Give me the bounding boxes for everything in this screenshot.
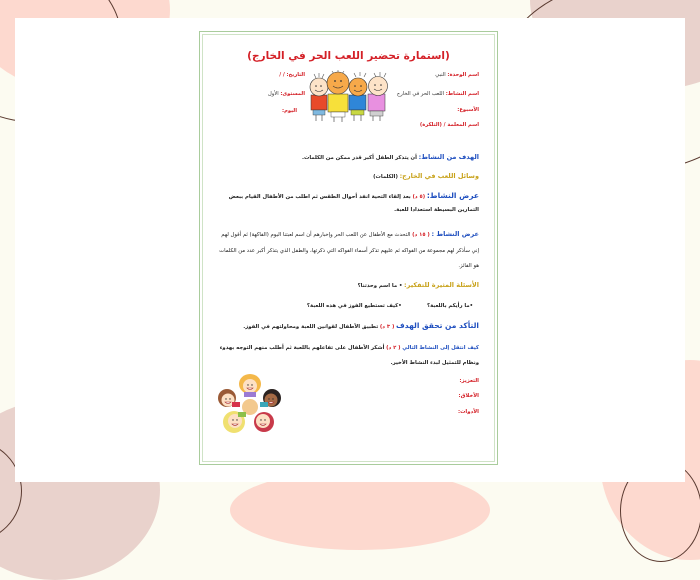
goal-label: الهدف من النشاط:: [418, 153, 479, 161]
thinking-questions-row2: [307, 303, 473, 309]
thinking-question-3: •كيف تستطيع الفوز في هذه اللعبة؟: [306, 303, 402, 309]
unit-field: [435, 72, 479, 78]
day-label: اليوم:: [282, 108, 297, 114]
four-kids-illustration: [306, 70, 392, 124]
closing-block: [217, 341, 479, 371]
goal-check-time: ( ٣ د): [379, 324, 395, 330]
thinking-questions-line: [358, 281, 479, 289]
presentation2-label: عرض النشاط :: [431, 230, 479, 238]
presentation1-block: [217, 190, 479, 216]
thinking-question-1: • ما اسم وحدتنا؟: [357, 283, 403, 289]
unit-value: النبي: [435, 72, 446, 78]
goal-line: [302, 153, 479, 161]
goal-check-label: التأكد من تحقق الهدف: [396, 321, 479, 330]
date-field: [279, 72, 305, 78]
bg-blob-bottom-center: [230, 470, 490, 550]
presentation2-time: ( ١٥ د): [412, 232, 430, 238]
thinking-questions-label: الأسئلة المثيرة للتفكير:: [404, 281, 479, 289]
presentation2-block: [217, 227, 479, 275]
closing-text: أشكر الأطفال على تفاعلهم باللعبة ثم أطلب منهم التوجه بهدوء ونظام للتمثيل لبدء النشاط الأخير.: [219, 345, 479, 366]
goal-check-text: تطبيق الأطفال لقوانين اللعبة ومحاولتهم في الفوز.: [243, 324, 379, 330]
thinking-question-2: •ما رأيكم باللعبة؟: [427, 303, 473, 309]
kids-circle-illustration: [214, 374, 286, 438]
teacher-field: [420, 122, 479, 128]
presentation1-time: (٥ د): [412, 194, 426, 200]
presentation1-text: بعد إلقاء التحية انفذ أحوال الطقس ثم اطلب من الأطفال القيام ببعض التمارين البسيطة استعدادا للعبة.: [228, 194, 479, 213]
level-field: [268, 91, 305, 97]
tools-label: وسائل اللعب في الخارج:: [399, 172, 479, 180]
document-page: [199, 31, 498, 465]
week-field: [457, 107, 479, 113]
tools-line: [373, 172, 479, 180]
level-label: المستوى:: [280, 91, 305, 97]
activity-value: اللعب الحر في الخارج: [396, 91, 445, 97]
closing-time: ( ٢ د): [386, 345, 401, 351]
level-value: الأول: [267, 91, 279, 97]
tools-text: (الكلمات): [373, 174, 398, 180]
activity-label: اسم النشاط:: [445, 91, 479, 97]
date-value: / /: [279, 72, 285, 78]
activity-field: [397, 91, 479, 97]
teacher-label: اسم المعلمة / (التلكرة): [419, 122, 479, 128]
date-label: التاريخ:: [286, 72, 305, 78]
tools-footer-label: الأدوات:: [457, 409, 479, 415]
day-field: [282, 108, 297, 114]
document-title: (استمارة تحضير اللعب الحر في الخارج): [247, 50, 450, 62]
ethics-label: الأخلاق:: [458, 393, 479, 399]
closing-label: كيف انتقل إلى النشاط التالي: [402, 345, 479, 351]
week-label: الأسبوع:: [457, 107, 479, 113]
presentation2-text: التحدث مع الأطفال عن اللعب الحر وإخبارهم أن اسم لعبتنا اليوم (الفاكهة) ثم أقول لهم إني سأذكر لهم مجموعة من الفواكه ثم عليهم تذكر أسماء الفواكه التي ذكرتها، والطفل الذي يتذكر أكبر عدد من الكلمات هو الفائز.: [219, 232, 479, 269]
goal-text: أن يتذكر الطفل أكبر قدر ممكن من الكلمات.: [301, 155, 417, 161]
unit-label: اسم الوحدة:: [447, 72, 479, 78]
presentation1-label: عرض النشاط:: [426, 191, 479, 200]
goal-check-line: [243, 321, 479, 330]
reinforcement-label: التعزيز:: [459, 378, 479, 384]
